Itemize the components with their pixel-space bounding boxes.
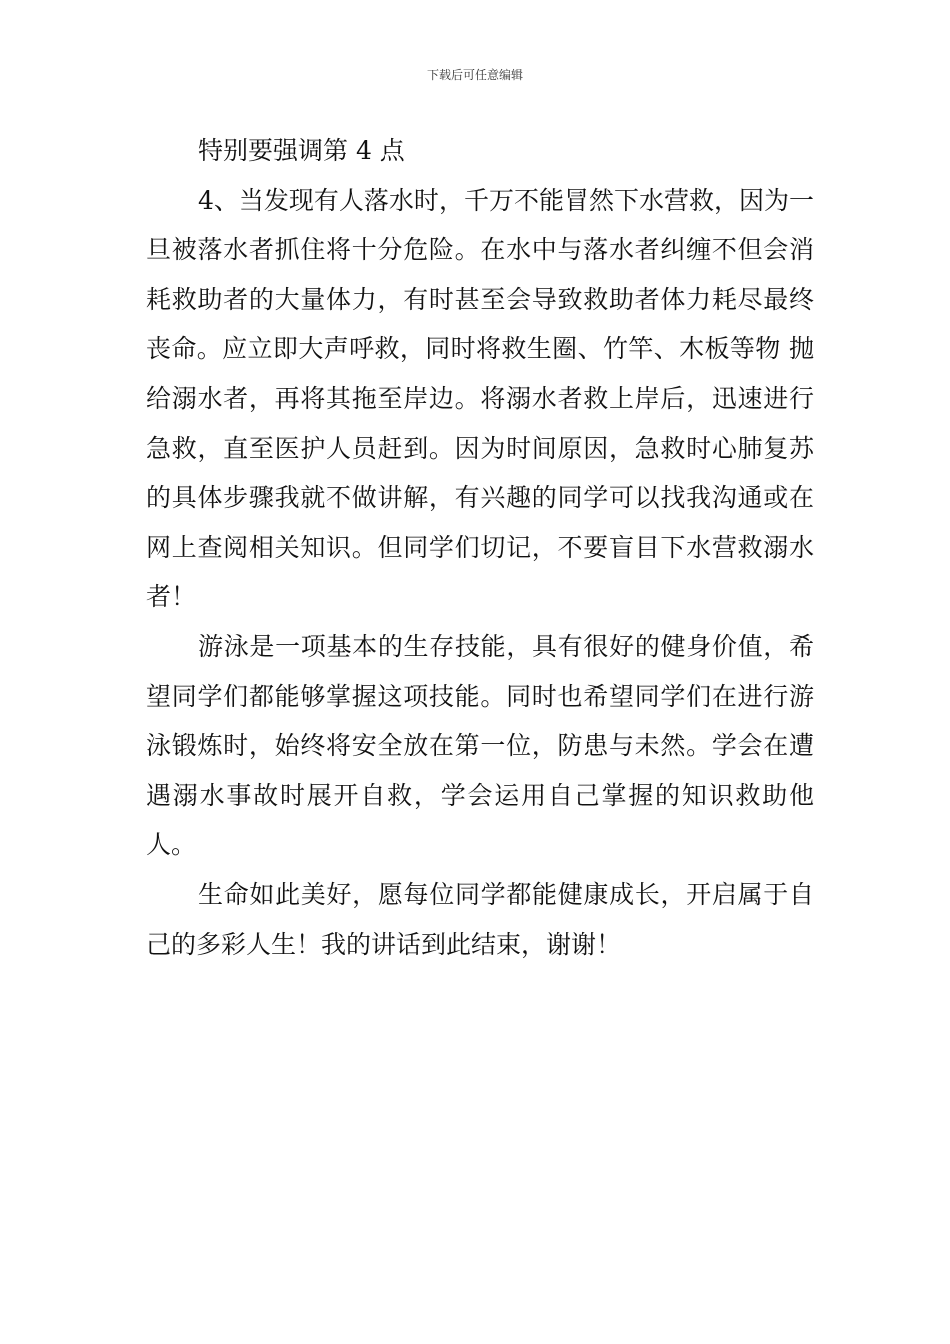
page-header: 下载后可任意编辑 [426,68,523,82]
paragraph-swimming-skill: 游泳是一项基本的生存技能，具有很好的健身价值，希望同学们都能够掌握这项技能。同时也希望同学们在进行游泳锻炼时，始终将安全放在第一位，防患与未然。学会在遭遇溺水事故时展开自救，学会运用自己掌握的知识救助他人。 [146,631,814,860]
document-body [146,126,814,969]
paragraph-closing: 生命如此美好，愿每位同学都能健康成长，开启属于自己的多彩人生！我的讲话到此结束，谢谢！ [146,879,814,959]
paragraph-rescue-advice: 4、当发现有人落水时，千万不能冒然下水营救，因为一旦被落水者抓住将十分危险。在水中与落水者纠缠不但会消耗救助者的大量体力，有时甚至会导致救助者体力耗尽最终丧命。应立即大声呼救，同时将救生圈、竹竿、木板等物 抛给溺水者，再将其拖至岸边。将溺水者救上岸后，迅速进行急救，直至医护人员赶到。因为时间原因，急救时心肺复苏的具体步骤我就不做讲解，有兴趣的同学可以找我沟通或在网上查阅相关知识。但同学们切记，不要盲目下水营救溺水者！ [146,185,814,612]
paragraph-emphasis-note: 特别要强调第 4 点 [198,136,405,165]
